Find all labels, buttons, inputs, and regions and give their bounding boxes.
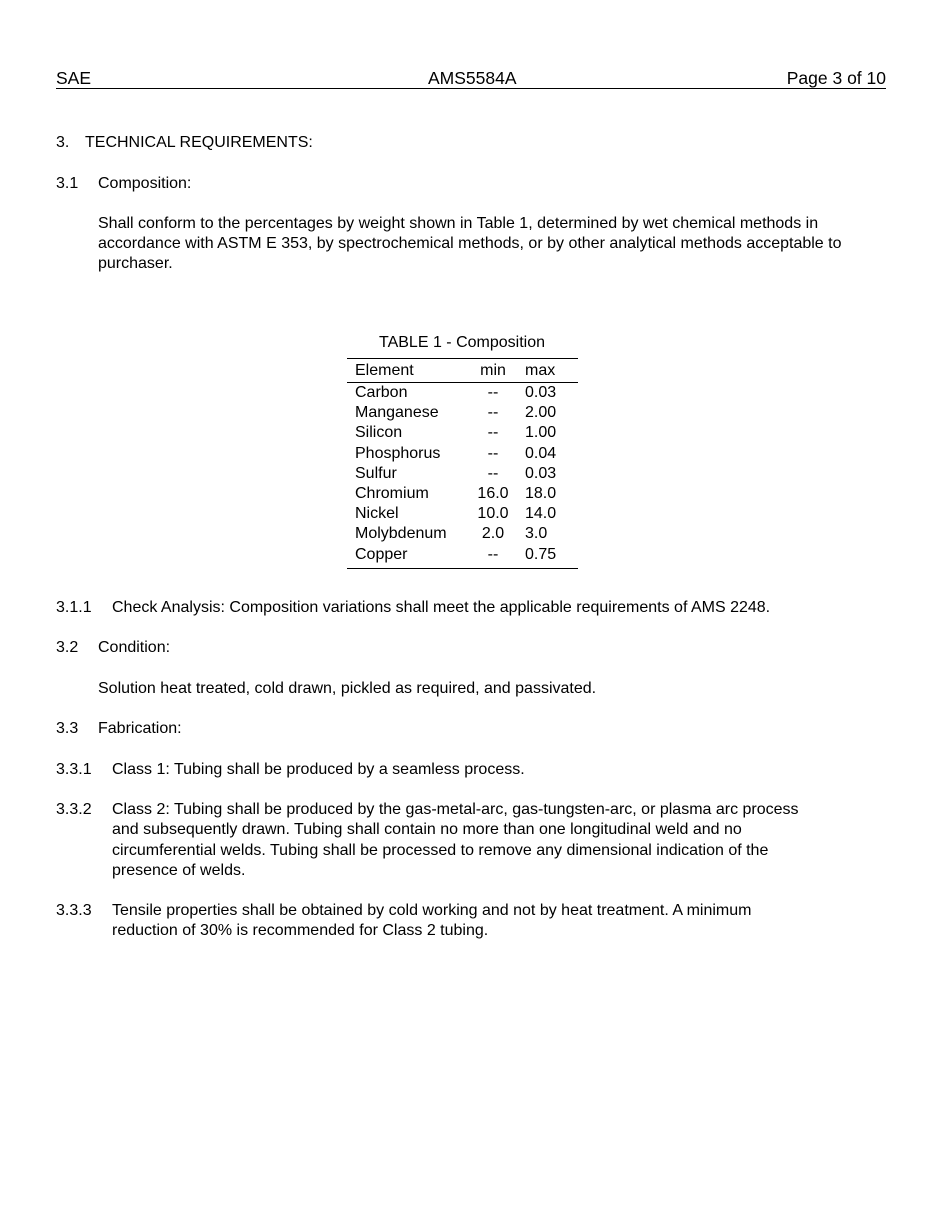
cell-max: 0.03 [525,464,557,482]
table-row [347,423,578,443]
table-title: TABLE 1 - Composition [379,334,545,351]
cell-element: Carbon [355,384,408,402]
page-header [56,68,886,89]
section-3-3-3-line: reduction of 30% is recommended for Class 2 tubing. [112,922,489,939]
section-3-3-2-number: 3.3.2 [56,801,92,818]
cell-max: 0.75 [519,545,578,569]
table-row [347,484,578,504]
section-3-3-1-text: Class 1: Tubing shall be produced by a seamless process. [112,761,525,778]
cell-element: Molybdenum [355,525,447,543]
table-row [347,464,578,484]
section-3-1-1-text: Check Analysis: Composition variations shall meet the applicable requirements of AMS 2248. [112,599,771,616]
col-header-element: Element [347,359,467,383]
cell-element: Nickel [355,505,399,523]
section-3-1-number: 3.1 [56,175,79,192]
cell-min: -- [487,424,499,442]
section-3-3-number: 3.3 [56,720,79,737]
section-3-1-title: Composition: [98,175,192,192]
section-3-3-1-number: 3.3.1 [56,761,92,778]
cell-min: 2.0 [481,525,505,543]
section-3-3-2-line: circumferential welds. Tubing shall be processed to remove any dimensional indication of the [112,842,769,859]
section-3-2-body: Solution heat treated, cold drawn, pickled as required, and passivated. [98,680,597,697]
cell-element: Copper [347,545,467,569]
cell-max: 2.00 [525,404,557,422]
header-page-number: Page 3 of 10 [786,68,886,88]
cell-min: -- [487,464,499,482]
section-3-3-2-line: and subsequently drawn. Tubing shall contain no more than one longitudinal weld and no [112,821,742,838]
cell-min: 10.0 [477,505,509,523]
section-3-3-3-number: 3.3.3 [56,902,92,919]
header-doc-number: AMS5584A [428,68,517,88]
cell-max: 0.04 [525,444,557,462]
cell-element: Sulfur [355,464,397,482]
section-3-3-2-line: Class 2: Tubing shall be produced by the gas-metal-arc, gas-tungsten-arc, or plasma arc process [112,801,799,818]
table-row [347,524,578,544]
table-row [347,403,578,423]
cell-min: -- [487,384,499,402]
cell-element: Silicon [355,424,403,442]
cell-max: 18.0 [525,485,557,503]
table-row [347,545,578,569]
section-3-1-1-number: 3.1.1 [56,599,92,616]
cell-max: 1.00 [525,424,557,442]
table-row [347,444,578,464]
cell-max: 14.0 [525,505,557,523]
table-row [347,383,578,404]
cell-min: -- [487,404,499,422]
cell-element: Chromium [355,485,429,503]
cell-min: 16.0 [477,485,509,503]
cell-max: 3.0 [525,525,548,543]
col-header-max: max [519,359,578,383]
section-3-1-body: Shall conform to the percentages by weight shown in Table 1, determined by wet chemical methods in accordance with ASTM E 353, by spectrochemical methods, or by other analytical methods acceptable to purchaser. [98,215,842,272]
cell-element: Manganese [355,404,439,422]
cell-min: -- [487,444,499,462]
section-3-title: TECHNICAL REQUIREMENTS: [85,134,313,151]
table-row [347,504,578,524]
section-3-3-title: Fabrication: [98,720,182,737]
section-3-2-title: Condition: [98,639,171,656]
col-header-min: min [467,359,519,383]
section-3-number: 3. [56,134,70,151]
header-org: SAE [56,68,92,88]
cell-element: Phosphorus [355,444,441,462]
table-header-row [347,359,578,383]
cell-max: 0.03 [525,384,557,402]
composition-table [347,358,578,569]
cell-min: -- [467,545,519,569]
section-3-3-2-line: presence of welds. [112,862,246,879]
section-3-3-3-line: Tensile properties shall be obtained by cold working and not by heat treatment. A minimum [112,902,752,919]
section-3-2-number: 3.2 [56,639,79,656]
